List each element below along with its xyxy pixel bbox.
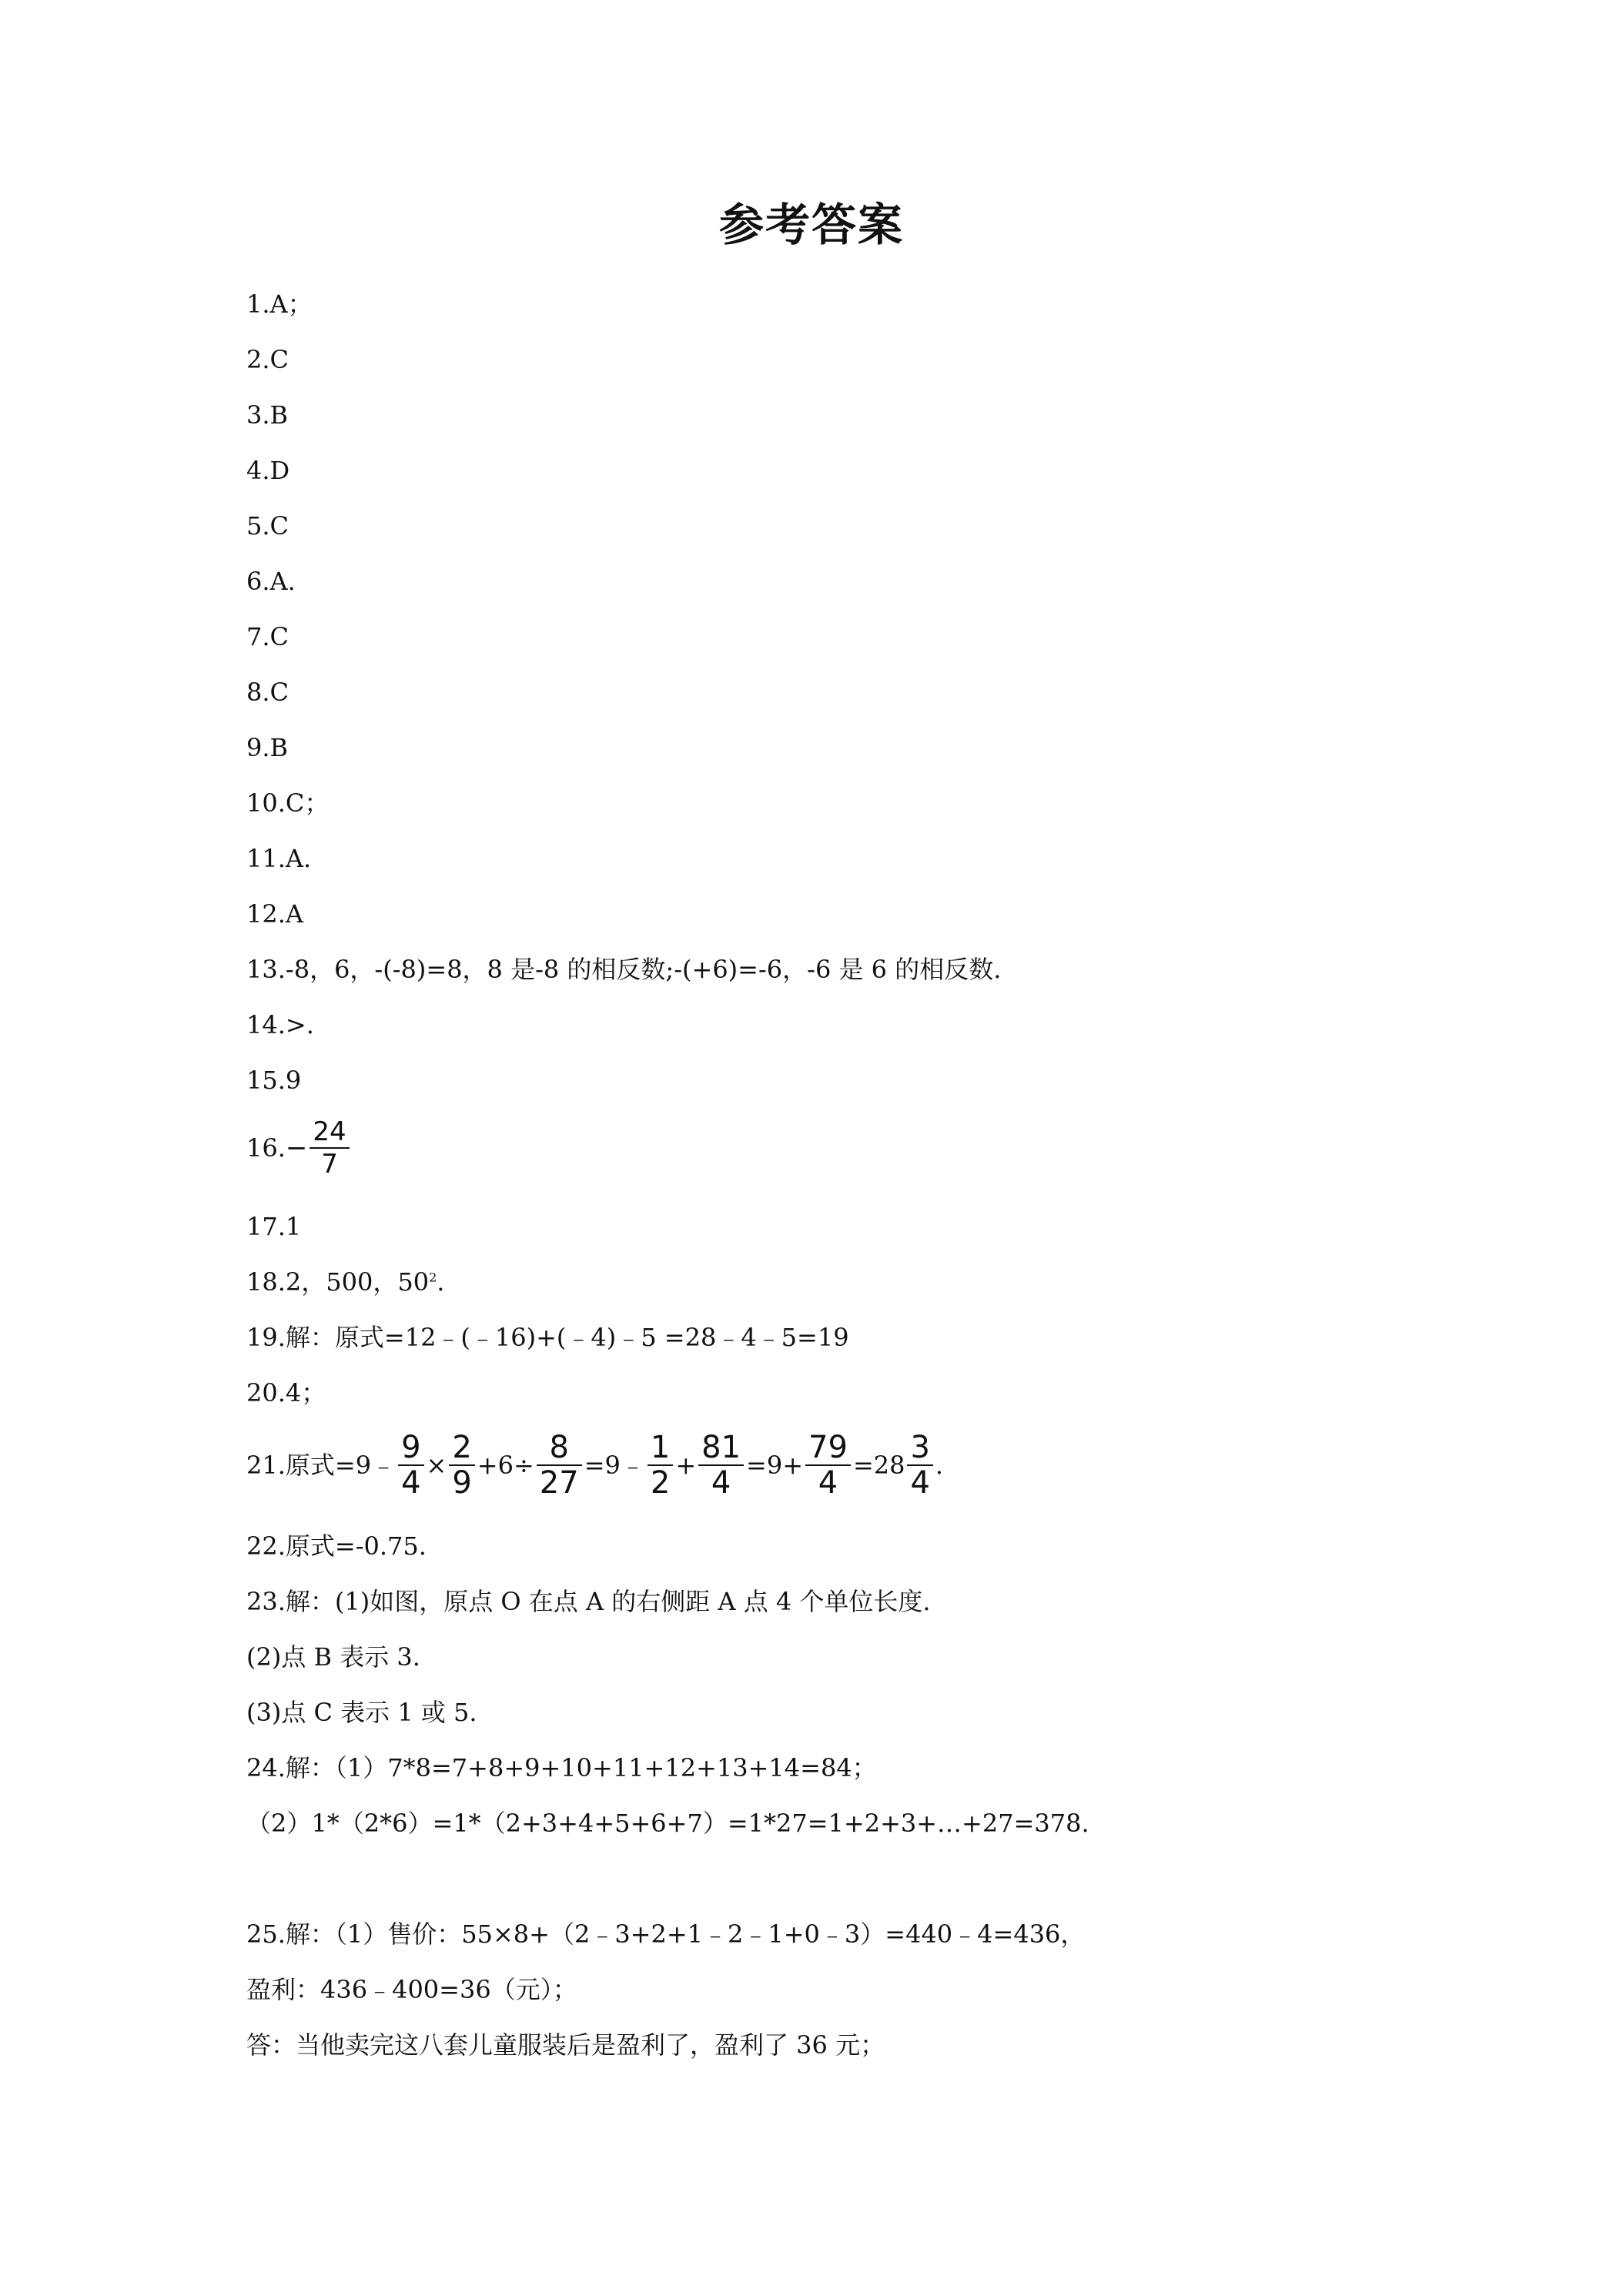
answer-18-exponent: 2 [429,1270,437,1285]
answer-3: 3.B [246,400,289,430]
answer-7: 7.C [246,622,289,651]
fraction [310,1116,349,1180]
operator: +6÷ [477,1451,534,1480]
answer-15: 15.9 [246,1066,302,1095]
answer-16 [246,1116,352,1180]
answer-25-part-3: 答：当他卖完这八套儿童服装后是盈利了，盈利了 36 元； [246,2030,885,2060]
fraction-denominator: 7 [321,1149,338,1180]
answer-16-prefix: 16. [246,1133,286,1163]
fraction [907,1431,932,1500]
answer-9: 9.B [246,733,289,762]
fraction-numerator: 8 [549,1430,569,1465]
answer-22: 22.原式=-0.75. [246,1531,427,1561]
answer-6: 6.A. [246,567,296,596]
minus-sign: − [285,1133,308,1163]
operator: =28 [852,1451,905,1480]
answer-11: 11.A. [246,844,312,873]
operator: × [426,1451,447,1480]
answer-5: 5.C [246,511,289,541]
fraction [537,1431,582,1500]
fraction [449,1431,474,1500]
answer-4: 4.D [246,456,290,485]
answer-13: 13.-8，6，-(-8)=8，8 是-8 的相反数;-(+6)=-6，-6 是 6 的相反数. [246,955,1002,984]
answer-21-prefix: 21.原式=9﹣ [246,1451,397,1480]
answer-19: 19.解：原式=12﹣(﹣16)+(﹣4)﹣5 =28﹣4﹣5=19 [246,1323,849,1352]
answer-18-suffix: . [437,1267,445,1297]
answer-25-part-2: 盈利：436﹣400=36（元）； [246,1975,577,2004]
answer-18-text: 18.2，500，50 [246,1267,430,1297]
fraction-denominator: 9 [452,1465,472,1501]
fraction-numerator: 24 [313,1116,346,1147]
fraction-denominator: 4 [818,1465,838,1501]
answer-18 [246,1265,444,1299]
page-title: 参考答案 [718,199,904,251]
fraction [698,1431,744,1500]
fraction-numerator: 81 [701,1430,741,1465]
operator: =9﹣ [584,1451,645,1480]
fraction-denominator: 4 [711,1465,731,1501]
fraction-denominator: 2 [650,1465,671,1501]
answer-17: 17.1 [246,1212,302,1241]
answer-20: 20.4； [246,1378,326,1407]
answer-10: 10.C； [246,788,330,818]
answer-14: 14.>. [246,1010,314,1039]
fraction [648,1431,673,1500]
fraction-denominator: 4 [910,1465,930,1501]
operator: + [675,1451,697,1480]
fraction-denominator: 4 [401,1465,421,1501]
fraction [398,1431,423,1500]
operator: =9+ [746,1451,804,1480]
answer-2: 2.C [246,345,289,374]
answer-25-part-1: 25.解：（1）售价：55×8+（2﹣3+2+1﹣2﹣1+0﹣3）=440﹣4=436， [246,1919,1086,1949]
fraction [805,1431,851,1500]
answer-1: 1.A； [246,290,313,319]
fraction-numerator: 3 [910,1430,930,1465]
fraction-numerator: 2 [452,1430,472,1465]
fraction-numerator: 1 [650,1430,671,1465]
answer-12: 12.A [246,899,303,929]
answer-24-part-1: 24.解：（1）7*8=7+8+9+10+11+12+13+14=84； [246,1753,877,1782]
answer-23-part-3: (3)点 C 表示 1 或 5. [246,1698,477,1727]
answer-23-part-1: 23.解：(1)如图，原点 O 在点 A 的右侧距 A 点 4 个单位长度. [246,1587,931,1616]
answer-24-part-2: （2）1*（2*6）=1*（2+3+4+5+6+7）=1*27=1+2+3+…+27=378. [246,1809,1089,1838]
answer-23-part-2: (2)点 B 表示 3. [246,1642,420,1672]
answer-21 [246,1431,943,1500]
answer-8: 8.C [246,678,289,707]
fraction-numerator: 9 [401,1430,421,1465]
fraction-numerator: 79 [808,1430,848,1465]
answer-21-suffix: . [935,1451,944,1480]
fraction-denominator: 27 [539,1465,579,1501]
